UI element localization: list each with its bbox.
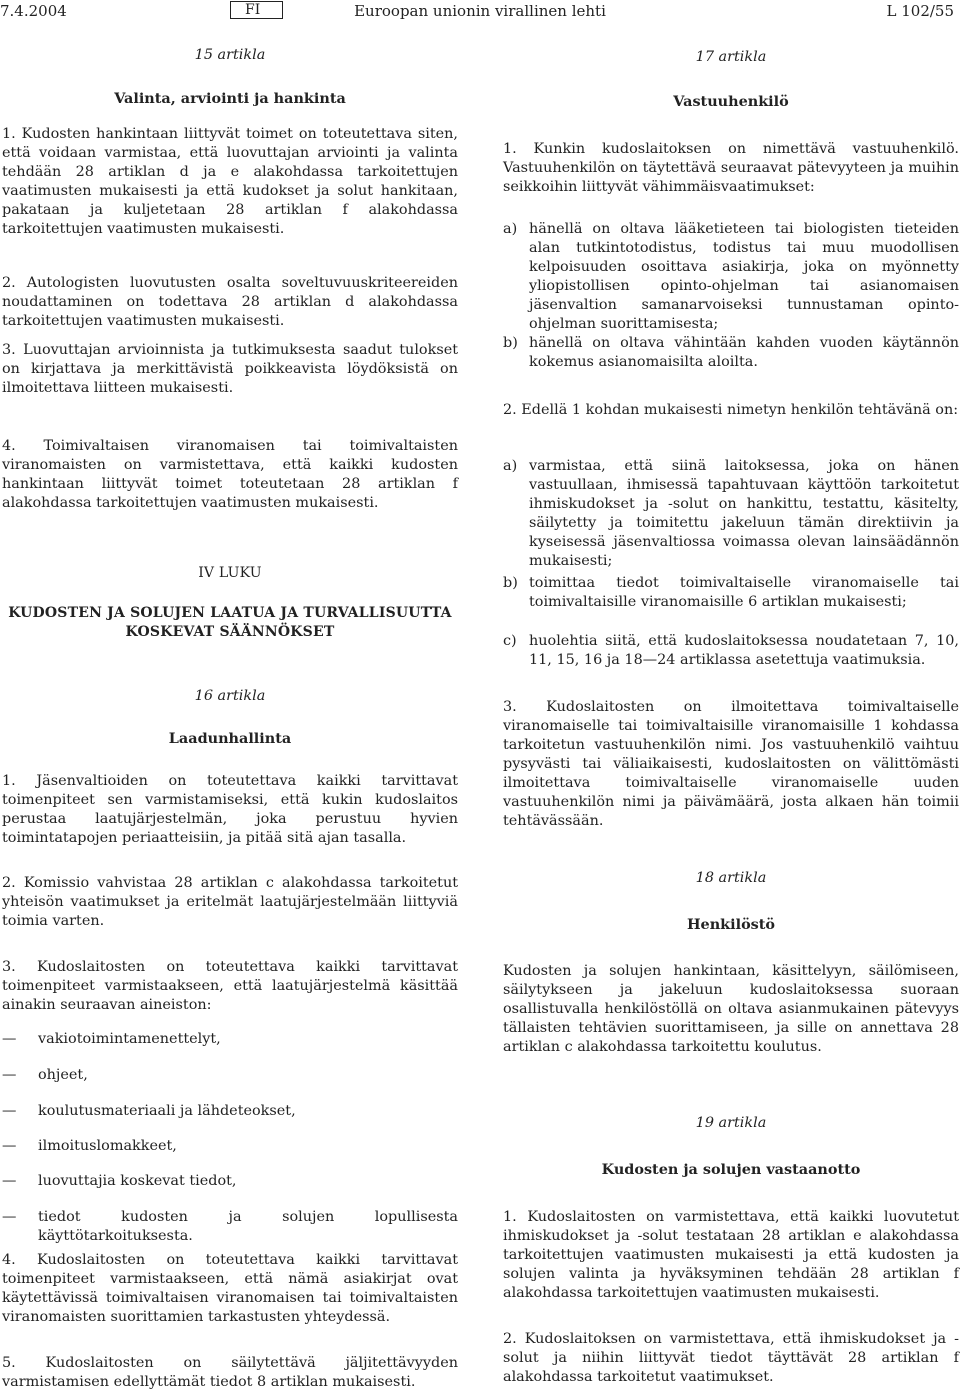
chapter-number: IV LUKU [198,565,262,581]
list-item [503,334,959,372]
list-item [2,1066,458,1085]
dash-mark: — [2,1138,17,1154]
article-19-para-2: 2. Kudoslaitoksen on varmistettava, että ihmiskudokset ja -solut ja niihin liittyvät tiedot täyttävät 28 artiklan f alakohdassa tarkoitetut vaatimukset. [503,1331,959,1385]
dash-mark: — [2,1031,17,1047]
dash-mark: — [2,1173,17,1189]
list-item [2,1030,458,1049]
article-19-number: 19 artikla [695,1115,767,1131]
chapter-title-line-1: KUDOSTEN JA SOLUJEN LAATUA JA TURVALLISUUTTA [8,605,452,621]
list-item [2,1137,458,1156]
list-marker: b) [503,335,518,351]
list-item [2,1172,458,1191]
list-item-text: hänellä on oltava lääketieteen tai biologisten tieteiden alan tutkintotodistus, todistus tai muu muodollisen kelpoisuuden osoittava asiakirja, joka on myönnetty yliopistollisen opinto-ohjelman tai asianomaisen jäsenvaltion samanarvoiseksi tunnustaman opinto-ohjelman suorittamisesta; [529,221,959,332]
article-16-para-1: 1. Jäsenvaltioiden on toteutettava kaikki tarvittavat toimenpiteet sen varmistamiseksi, että kukin kudoslaitos perustaa laatujärjestelmän, joka perustuu hyvien toimintatapojen periaatteisiin, ja pitää sitä ajan tasalla. [2,773,458,846]
article-16-para-2: 2. Komissio vahvistaa 28 artiklan c alakohdassa tarkoitetut yhteisön vaatimukset ja eritelmät laatujärjestelmään liittyviä toimia varten. [2,875,458,929]
article-15-para-1: 1. Kudosten hankintaan liittyvät toimet on toteutettava siten, että voidaan varmistaa, että luovuttajan arviointi ja valinta tehdään 28 artiklan d ja e alakohdassa tarkoitettujen vaatimusten mukaisesti ja että kudokset ja solut hankitaan, pakataan ja kuljetetaan 28 artiklan f alakohdassa tarkoitettujen vaatimusten mukaisesti. [2,126,458,237]
list-item-text: ohjeet, [38,1067,88,1083]
article-17-title: Vastuuhenkilö [673,93,789,110]
dash-mark: — [2,1067,17,1083]
journal-title: Euroopan unionin virallinen lehti [354,2,606,20]
article-15-para-4: 4. Toimivaltaisen viranomaisen tai toimivaltaisten viranomaisten on varmistettava, että kaikki kudosten hankintaan liittyvät toimet toteutetaan 28 artiklan f alakohdassa tarkoitettujen vaatimusten mukaisesti. [2,438,458,511]
page-header [0,0,960,22]
language-badge: FI [230,1,283,19]
article-16-para-5: 5. Kudoslaitosten on säilytettävä jäljitettävyyden varmistamisen edellyttämät tiedot 8 artiklan mukaisesti. [2,1355,458,1390]
list-item-text: huolehtia siitä, että kudoslaitoksessa noudatetaan 7, 10, 11, 15, 16 ja 18—24 artiklassa asetettuja vaatimuksia. [529,633,959,668]
article-15-number: 15 artikla [194,47,266,63]
journal-reference: L 102/55 [886,2,954,20]
article-15-title: Valinta, arviointi ja hankinta [114,90,346,107]
article-17-number: 17 artikla [695,49,767,65]
list-item [503,574,959,612]
dash-mark: — [2,1209,17,1225]
chapter-title-line-2: KOSKEVAT SÄÄNNÖKSET [125,624,335,640]
article-17-para-2: 2. Edellä 1 kohdan mukaisesti nimetyn henkilön tehtävänä on: [503,402,959,418]
list-item-text: hänellä on oltava vähintään kahden vuoden käytännön kokemus asianomaisilta aloilta. [529,335,959,370]
list-marker: a) [503,458,518,474]
list-marker: b) [503,575,518,591]
list-item-text: ilmoituslomakkeet, [38,1138,177,1154]
list-item-text: luovuttajia koskevat tiedot, [38,1173,237,1189]
list-marker: a) [503,221,518,237]
list-item-text: koulutusmateriaali ja lähdeteokset, [38,1103,296,1119]
article-18-para: Kudosten ja solujen hankintaan, käsittelyyn, säilömiseen, säilytykseen ja jakeluun kudoslaitoksessa suoraan osallistuvalla henkilöstöllä on oltava asianmukainen pätevyys tällaisten tehtävien suorittamiseen, ja sille on annettava 28 artiklan c alakohdassa tarkoitettu koulutus. [503,963,959,1055]
list-marker: c) [503,633,517,649]
article-17-para-1: 1. Kunkin kudoslaitoksen on nimettävä vastuuhenkilö. Vastuuhenkilön on täytettävä seuraavat pätevyyteen ja muihin seikkoihin liittyvät vähimmäisvaatimukset: [503,141,959,195]
list-item [503,457,959,571]
article-16-number: 16 artikla [194,688,266,704]
list-item-text: varmistaa, että siinä laitoksessa, joka on hänen vastuullaan, ihmisessä tapahtuvaan käyttöön tarkoitetut ihmiskudokset ja -solut on hankittu, testattu, käsitelty, säilytetty ja toimitettu jakeluun tämän direktiivin ja kyseisessä jäsenvaltiossa voimassa olevan lainsäädännön mukaisesti; [529,458,959,569]
list-item [503,632,959,670]
list-item [503,220,959,334]
article-17-para-3: 3. Kudoslaitosten on ilmoitettava toimivaltaiselle viranomaiselle tai toimivaltaisille viranomaisille 1 kohdassa tarkoitetun vastuuhenkilön nimi. Jos vastuuhenkilö vaihtuu pysyvästi tai väliaikaisesti, kudoslaitosten on välittömästi ilmoitettava toimivaltaiselle viranomaiselle uuden vastuuhenkilön nimi ja päivämäärä, josta alkaen hän toimii tehtävässään. [503,699,959,829]
list-item-text: toimittaa tiedot toimivaltaiselle viranomaiselle tai toimivaltaisille viranomaisille 6 artiklan mukaisesti; [529,575,959,610]
article-15-para-3: 3. Luovuttajan arvioinnista ja tutkimuksesta saadut tulokset on kirjattava ja merkittävistä poikkeavista löydöksistä on ilmoitettava liitteen mukaisesti. [2,342,458,396]
list-item [2,1102,458,1121]
article-18-title: Henkilöstö [686,916,776,933]
article-16-para-4: 4. Kudoslaitosten on toteutettava kaikki tarvittavat toimenpiteet varmistaakseen, että nämä asiakirjat ovat käytettävissä toimivaltaisen viranomaisen tai toimivaltaisten viranomaisten suorittamien tarkastusten yhteydessä. [2,1252,458,1325]
article-15-para-2: 2. Autologisten luovutusten osalta soveltuvuuskriteereiden noudattaminen on todettava 28 artiklan d alakohdassa tarkoitettujen vaatimusten mukaisesti. [2,275,458,329]
article-16-title: Laadunhallinta [168,730,292,747]
list-item [2,1208,458,1246]
publication-date: 7.4.2004 [0,2,67,20]
list-item-text: vakiotoimintamenettelyt, [38,1031,221,1047]
article-18-number: 18 artikla [695,870,767,886]
article-19-title: Kudosten ja solujen vastaanotto [601,1161,861,1178]
article-16-para-3: 3. Kudoslaitosten on toteutettava kaikki tarvittavat toimenpiteet varmistaakseen, että laatujärjestelmä käsittää ainakin seuraavan aineiston: [2,959,458,1013]
article-19-para-1: 1. Kudoslaitosten on varmistettava, että kaikki luovutetut ihmiskudokset ja -solut testataan 28 artiklan e alakohdassa tarkoitettujen vaatimusten mukaisesti ja että kudosten ja solujen valinta ja hyväksyminen tehdään 28 artiklan f alakohdassa tarkoitettujen vaatimusten mukaisesti. [503,1209,959,1301]
list-item-text: tiedot kudosten ja solujen lopullisesta käyttötarkoituksesta. [38,1209,458,1244]
dash-mark: — [2,1103,17,1119]
